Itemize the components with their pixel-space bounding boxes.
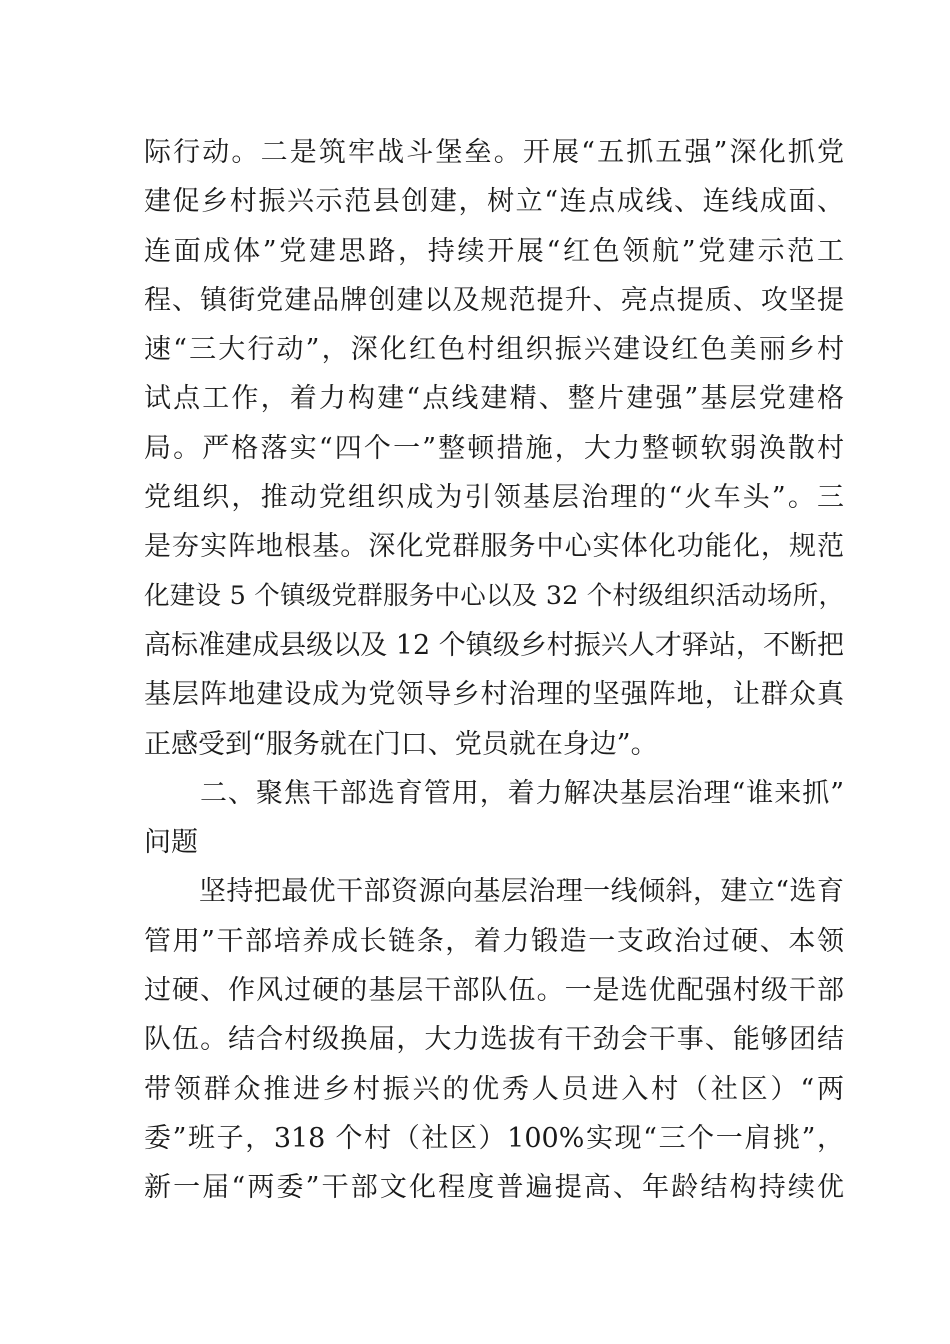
text-line-19: 队伍。结合村级换届，大力选拔有干劲会干事、能够团结 [144, 1024, 844, 1056]
text-line-13: 正感受到“服务就在门口、党员就在身边”。 [144, 728, 658, 760]
section-heading-line-1: 二、聚焦干部选育管用，着力解决基层治理“谁来抓” [144, 777, 844, 809]
text-line-2: 建促乡村振兴示范县创建，树立“连点成线、连线成面、 [144, 186, 844, 218]
text-line-8: 党组织，推动党组织成为引领基层治理的“火车头”。三 [144, 482, 844, 514]
text-line-9: 是夯实阵地根基。深化党群服务中心实体化功能化，规范 [144, 531, 844, 563]
text-line-17: 管用”干部培养成长链条，着力锻造一支政治过硬、本领 [144, 925, 844, 957]
text-line-16: 坚持把最优干部资源向基层治理一线倾斜，建立“选育 [144, 876, 844, 908]
section-heading-line-2: 问题 [144, 827, 198, 859]
text-line-18: 过硬、作风过硬的基层干部队伍。一是选优配强村级干部 [144, 975, 844, 1007]
text-line-4: 程、镇街党建品牌创建以及规范提升、亮点提质、攻坚提 [144, 284, 844, 316]
text-line-10: 化建设 5 个镇级党群服务中心以及 32 个村级组织活动场所， [144, 580, 844, 611]
text-line-12: 基层阵地建设成为党领导乡村治理的坚强阵地，让群众真 [144, 679, 844, 711]
text-line-22: 新一届“两委”干部文化程度普遍提高、年龄结构持续优 [144, 1172, 844, 1204]
text-line-11: 高标准建成县级以及 12 个镇级乡村振兴人才驿站，不断把 [144, 629, 844, 661]
text-line-3: 连面成体”党建思路，持续开展“红色领航”党建示范工 [144, 235, 844, 267]
text-line-5: 速“三大行动”，深化红色村组织振兴建设红色美丽乡村 [144, 334, 844, 366]
text-line-21: 委”班子，318 个村（社区）100%实现“三个一肩挑”， [144, 1122, 844, 1154]
text-line-1: 际行动。二是筑牢战斗堡垒。开展“五抓五强”深化抓党 [144, 137, 844, 168]
text-line-7: 局。严格落实“四个一”整顿措施，大力整顿软弱涣散村 [144, 432, 844, 464]
text-line-6: 试点工作，着力构建“点线建精、整片建强”基层党建格 [144, 383, 844, 415]
document-body [144, 128, 844, 1213]
text-line-20: 带领群众推进乡村振兴的优秀人员进入村（社区）“两 [144, 1073, 844, 1105]
